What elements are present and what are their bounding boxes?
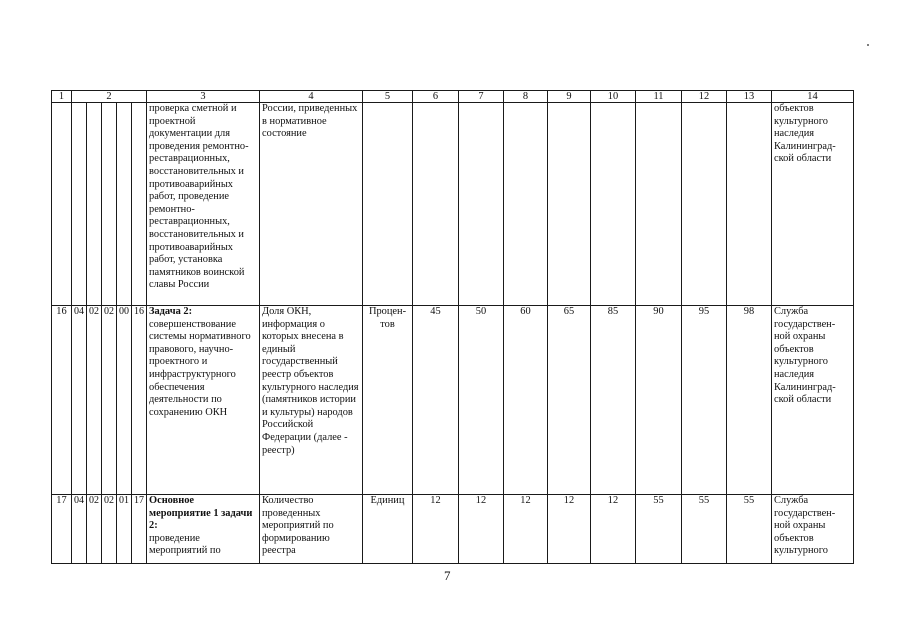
- code-cell: [132, 103, 147, 306]
- program-table: [51, 90, 854, 564]
- code-cell: 02: [102, 495, 117, 564]
- header-cell: 3: [147, 91, 260, 103]
- header-cell: 2: [72, 91, 147, 103]
- value-cell: 12: [548, 495, 591, 564]
- code-cell: 01: [117, 495, 132, 564]
- value-cell: 12: [591, 495, 636, 564]
- task-cell: [147, 306, 260, 495]
- value-cell: [682, 103, 727, 306]
- row-number: 17: [52, 495, 72, 564]
- value-cell: [591, 103, 636, 306]
- responsible-cell: объектов культурного наследия Калининград-ской области: [772, 103, 854, 306]
- header-cell: 8: [504, 91, 548, 103]
- code-cell: 02: [87, 306, 102, 495]
- header-cell: 13: [727, 91, 772, 103]
- row-number: 16: [52, 306, 72, 495]
- unit-cell: [363, 103, 413, 306]
- value-cell: 45: [413, 306, 459, 495]
- code-cell: 02: [87, 495, 102, 564]
- value-cell: [459, 103, 504, 306]
- code-cell: [72, 103, 87, 306]
- task-cell: [147, 495, 260, 564]
- header-cell: 10: [591, 91, 636, 103]
- header-row: [52, 91, 854, 103]
- value-cell: 95: [682, 306, 727, 495]
- value-cell: 90: [636, 306, 682, 495]
- value-cell: 85: [591, 306, 636, 495]
- code-cell: [87, 103, 102, 306]
- code-cell: 04: [72, 495, 87, 564]
- unit-cell: Процен-тов: [363, 306, 413, 495]
- value-cell: 12: [413, 495, 459, 564]
- value-cell: [413, 103, 459, 306]
- indicator-cell: Количество проведенных мероприятий по формированию реестра: [260, 495, 363, 564]
- value-cell: [636, 103, 682, 306]
- value-cell: [727, 103, 772, 306]
- header-cell: 14: [772, 91, 854, 103]
- value-cell: 12: [459, 495, 504, 564]
- value-cell: 55: [682, 495, 727, 564]
- task-text: проведение мероприятий по: [149, 532, 221, 557]
- header-cell: 4: [260, 91, 363, 103]
- header-cell: 9: [548, 91, 591, 103]
- task-text: совершенствование системы нормативного правового, научно-проектного и инфраструктурного обеспечения деятельности по сохранению ОКН: [149, 318, 251, 418]
- value-cell: 98: [727, 306, 772, 495]
- code-cell: 04: [72, 306, 87, 495]
- value-cell: [548, 103, 591, 306]
- task-text: проверка сметной и проектной документации для проведения ремонтно-реставрационных, восстановительных и противоаварийных работ, проведение ремонтно-реставрационных, восстановительных и противоаварийных работ, установка памятников воинской славы России: [149, 103, 249, 291]
- value-cell: 55: [727, 495, 772, 564]
- indicator-cell: Доля ОКН, информация о которых внесена в единый государственный реестр объектов культурного наследия (памятников истории и культуры) народов Российской Федерации (далее - реестр): [260, 306, 363, 495]
- value-cell: 50: [459, 306, 504, 495]
- code-cell: 02: [102, 306, 117, 495]
- unit-cell: Единиц: [363, 495, 413, 564]
- header-cell: 1: [52, 91, 72, 103]
- code-cell: 16: [132, 306, 147, 495]
- scan-speck: [867, 44, 869, 46]
- value-cell: 60: [504, 306, 548, 495]
- code-cell: 17: [132, 495, 147, 564]
- value-cell: 55: [636, 495, 682, 564]
- header-cell: 6: [413, 91, 459, 103]
- header-cell: 5: [363, 91, 413, 103]
- responsible-cell: Служба государствен-ной охраны объектов культурного: [772, 495, 854, 564]
- task-heading: Задача 2:: [149, 306, 193, 317]
- header-cell: 12: [682, 91, 727, 103]
- responsible-cell: Служба государствен-ной охраны объектов культурного наследия Калининград-ской области: [772, 306, 854, 495]
- value-cell: [504, 103, 548, 306]
- table-row: [52, 495, 854, 564]
- page-number: 7: [444, 568, 451, 583]
- task-heading: Основное мероприятие 1 задачи 2:: [149, 495, 253, 532]
- header-cell: 11: [636, 91, 682, 103]
- indicator-cell: России, приведенных в нормативное состояние: [260, 103, 363, 306]
- value-cell: 65: [548, 306, 591, 495]
- value-cell: 12: [504, 495, 548, 564]
- table-row: [52, 306, 854, 495]
- code-cell: [102, 103, 117, 306]
- task-cell: [147, 103, 260, 306]
- table-row: [52, 103, 854, 306]
- code-cell: 00: [117, 306, 132, 495]
- code-cell: [117, 103, 132, 306]
- row-number: [52, 103, 72, 306]
- header-cell: 7: [459, 91, 504, 103]
